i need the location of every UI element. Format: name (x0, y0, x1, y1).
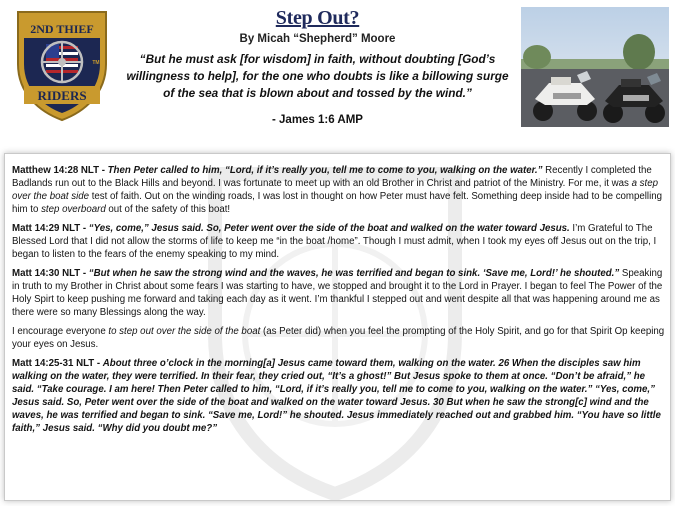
paragraph-4 (12, 325, 665, 351)
scripture-ref: Matt 14:30 NLT - (12, 268, 89, 279)
scripture-quote: “Yes, come,” Jesus said. So, Peter went over the side of the boat and walked on the water toward Jesus. (88, 223, 570, 234)
motorcycles-photo (521, 7, 669, 127)
devotional-content (12, 164, 665, 441)
paragraph-text: test of faith. Out on the winding roads, I was lost in thought on how Peter must have felt. Something deep inside had to be compelling him to (12, 191, 662, 215)
emphasis-text: to step out over the side of the boat (108, 326, 261, 337)
paragraph-1 (12, 164, 665, 216)
emphasis-text: step overboard (41, 204, 106, 215)
logo-top-text: 2ND THIEF (30, 22, 94, 36)
ministry-logo (12, 6, 112, 124)
emphasis-text: a step over the boat side (12, 178, 658, 202)
page-title: Step Out? (275, 7, 360, 29)
header-quote: “But he must ask [for wisdom] in faith, without doubting [God’s willingness to help], for the one who doubts is like a billowing surge of the sea that is blown about and tossed by the wind.” (126, 52, 509, 100)
paragraph-text: Speaking in truth to my Brother in Christ about some fears I was starting to have, we stopped and brought it to the Lord in Prayer. I began to feel The Power of the Holy Spirt to keep pushing me forward and taking each day as it went. I’m thankful I stepped out and went despite all that was happening around me as there were so many Blessings along the way. (12, 268, 663, 318)
scripture-ref: Matthew 14:28 NLT - (12, 165, 108, 176)
paragraph-text: out of the safety of this boat! (105, 204, 231, 215)
scripture-ref: Matt 14:25-31 NLT - (12, 358, 103, 369)
header (0, 0, 675, 150)
quote-reference: - James 1:6 AMP (272, 114, 363, 126)
devotional-panel (4, 153, 671, 501)
byline: By Micah “Shepherd” Moore (239, 33, 396, 45)
paragraph-text: I encourage everyone (12, 326, 109, 337)
scripture-quote: “But when he saw the strong wind and the waves, he was terrified and began to sink. ‘Save me, Lord!’ he shouted.” (88, 268, 620, 279)
paragraph-text: Recently I completed the Badlands run out to the Black Hills and beyond. I was fortunate to meet up with an old Brother in Christ and patriot of the Ministry. For me, it was (12, 165, 652, 189)
scripture-ref: Matt 14:29 NLT - (12, 223, 89, 234)
paragraph-2 (12, 222, 665, 261)
logo-tm: TM (92, 60, 100, 66)
flag-emblem (42, 42, 82, 82)
logo-bottom-text: RIDERS (37, 88, 87, 103)
scripture-quote: Then Peter called to him, “Lord, if it’s really you, tell me to come to you, walking on the water.” (107, 165, 543, 176)
paragraph-5 (12, 357, 665, 435)
title-block (120, 6, 515, 126)
paragraph-3 (12, 267, 665, 319)
paragraph-text: (as Peter did) when you feel the prompting of the Holy Spirit, and go for that Spirit Op keeping your eyes on Jesus. (12, 326, 665, 350)
scripture-quote: About three o’clock in the morning[a] Jesus came toward them, walking on the water. 26 When the disciples saw him walking on the water, they were terrified. In their fear, they cried out, “It’s a ghost!” But Jesus spoke to them at once. “Don’t be afraid,” he said. “Take courage. I am here! Then Peter called to him, “Lord, if it’s really you, tell me to come to you, walking on the water.” “Yes, come,” Jesus said. So, Peter went over the side of the boat and walked on the water toward Jesus. 30 But when he saw the strong[c] wind and the waves, he was terrified and began to sink. “Save me, Lord!” he shouted. Jesus immediately reached out and grabbed him. “You have so little faith,” Jesus said. “Why did you doubt me?” (12, 358, 661, 434)
paragraph-text: I’m Grateful to The Blessed Lord that I did not allow the storms of life to keep me “in the boat /home”. Though I must admit, when I took my eyes off Jesus out on the trip, I began to listen to the fears of the enemy speaking to my mind. (12, 223, 657, 260)
